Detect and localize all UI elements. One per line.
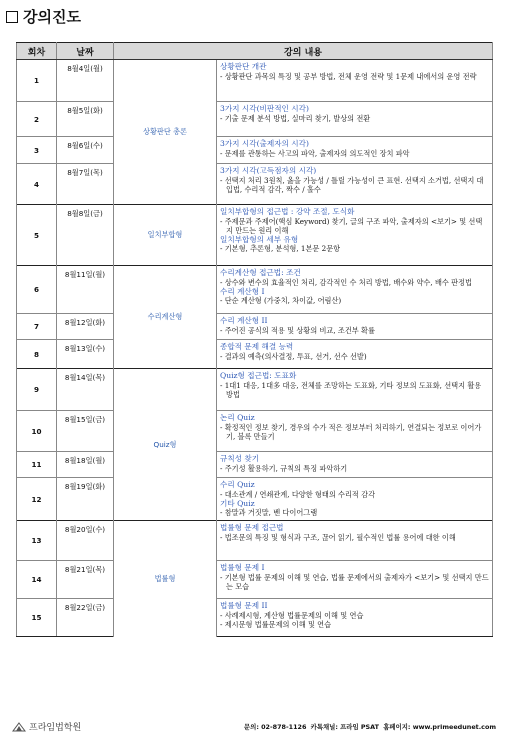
session-number: 13 [17, 521, 57, 561]
unit-name: 상황판단 총론 [114, 60, 217, 205]
lecture-content [217, 599, 493, 637]
footer-info [242, 722, 496, 731]
table-row [17, 411, 493, 452]
lecture-content [217, 340, 493, 369]
lecture-content [217, 137, 493, 164]
session-date: 8월19일(화) [57, 478, 114, 521]
topic-title: 3가지 시각(비판적인 시각) [220, 104, 309, 113]
session-number: 14 [17, 561, 57, 599]
lecture-content [217, 521, 493, 561]
topic-title: 논리 Quiz [220, 413, 255, 422]
session-date: 8월5일(화) [57, 102, 114, 137]
topic-title: Quiz형 접근법: 도표화 [220, 371, 297, 380]
topic-title: 일치부합형의 접근법 : 강약 조절, 도식화 [220, 207, 355, 216]
header-content: 강의 내용 [114, 43, 493, 60]
footer-cafe: 카톡채널: 프라임 PSAT [310, 723, 379, 731]
session-date: 8월4일(월) [57, 60, 114, 102]
lecture-content [217, 478, 493, 521]
table-row [17, 452, 493, 478]
session-number: 8 [17, 340, 57, 369]
topic-title: 기타 Quiz [220, 498, 255, 508]
unit-name: 일치부합형 [114, 205, 217, 266]
header-date: 날짜 [57, 43, 114, 60]
footer-logo-text: 프라임법학원 [29, 723, 82, 733]
session-number: 4 [17, 164, 57, 205]
table-row [17, 137, 493, 164]
topic-detail: - 주기성 활용하기, 규칙의 특징 파악하기 [220, 463, 348, 473]
topic-detail: - 확정적인 정보 찾기, 경우의 수가 적은 정보부터 처리하기, 연결되는 정보로 이어가기, 블록 만들기 [220, 422, 482, 441]
table-row [17, 164, 493, 205]
footer-homepage: 홈페이지: www.primeedunet.com [383, 723, 496, 731]
session-date: 8월18일(월) [57, 452, 114, 478]
topic-title: 규칙성 찾기 [220, 454, 260, 463]
table-row [17, 599, 493, 637]
session-number: 11 [17, 452, 57, 478]
table-row [17, 369, 493, 411]
table-row [17, 478, 493, 521]
table-row [17, 521, 493, 561]
page-title [6, 6, 81, 27]
topic-detail: - 법조문의 특징 및 형식과 구조, 끊어 읽기, 필수적인 법률 용어에 대한 이해 [220, 532, 456, 542]
lecture-content [217, 314, 493, 340]
session-date: 8월7일(목) [57, 164, 114, 205]
lecture-content [217, 266, 493, 314]
session-date: 8월8일(금) [57, 205, 114, 266]
session-date: 8월22일(금) [57, 599, 114, 637]
session-number: 9 [17, 369, 57, 411]
lecture-content [217, 452, 493, 478]
table-row [17, 266, 493, 314]
topic-title: 일치부합형의 세부 유형 [220, 234, 299, 244]
topic-detail: - 기본형 법률 문제의 이해 및 연습, 법률 문제에서의 출제자가 <보기> 및 선택지 만드는 모습 [220, 572, 489, 591]
prime-logo-icon [12, 722, 26, 732]
topic-title: 수리 Quiz [220, 480, 255, 489]
topic-title: 법률형 문제 접근법 [220, 523, 284, 532]
header-no: 회차 [17, 43, 57, 60]
lecture-content [217, 369, 493, 411]
footer-contact: 문의: 02-878-1126 [243, 723, 307, 731]
topic-title: 3가지 시각(고득점자의 시각) [220, 166, 317, 175]
session-date: 8월14일(목) [57, 369, 114, 411]
session-date: 8월13일(수) [57, 340, 114, 369]
session-number: 10 [17, 411, 57, 452]
table-header-row [17, 43, 493, 60]
unit-name: 수리계산형 [114, 266, 217, 369]
session-number: 2 [17, 102, 57, 137]
table-row [17, 561, 493, 599]
topic-detail: - 제시문형 법률문제의 이해 및 연습 [220, 619, 332, 629]
topic-title: 3가지 시각(출제자의 시각) [220, 139, 309, 148]
session-date: 8월15일(금) [57, 411, 114, 452]
footer-logo [12, 720, 81, 733]
lecture-content [217, 205, 493, 266]
topic-detail: - 결과의 예측(의사결정, 투표, 선거, 선수 선발) [220, 351, 367, 361]
session-number: 3 [17, 137, 57, 164]
topic-title: 수리계산형 접근법: 조건 [220, 268, 301, 277]
session-date: 8월11일(월) [57, 266, 114, 314]
table-row [17, 205, 493, 266]
session-date: 8월6일(수) [57, 137, 114, 164]
topic-detail: - 주제문과 주제어(핵심 Keyword) 찾기, 글의 구조 파악, 출제자의 <보기> 및 선택지 만드는 원리 이해 [220, 216, 483, 235]
topic-detail: - 참말과 거짓말, 벤 다이어그램 [220, 508, 318, 517]
topic-detail: - 대소관계 / 연쇄관계, 다양한 형태의 수리적 감각 [220, 489, 376, 499]
topic-detail: - 1대1 대응, 1대多 대응, 전체를 조망하는 도표화, 기타 정보의 도표화, 선택지 활용 방법 [220, 380, 482, 399]
topic-detail: - 상수와 변수의 효율적인 처리, 감각적인 수 처리 방법, 배수와 약수, 배수 판정법 [220, 277, 472, 287]
session-date: 8월12일(화) [57, 314, 114, 340]
lecture-content [217, 102, 493, 137]
unit-name: 법률형 [114, 521, 217, 637]
session-number: 6 [17, 266, 57, 314]
topic-title: 종합적 문제 해결 능력 [220, 342, 294, 351]
table-row [17, 340, 493, 369]
footer [0, 718, 506, 738]
session-number: 5 [17, 205, 57, 266]
topic-detail: - 기본형, 추론형, 분석형, 1본문 2문항 [220, 244, 341, 253]
session-number: 15 [17, 599, 57, 637]
lecture-content [217, 164, 493, 205]
topic-detail: - 사례제시형, 계산형 법률문제의 이해 및 연습 [220, 610, 364, 620]
page-title-text: 강의진도 [23, 8, 81, 26]
session-number: 7 [17, 314, 57, 340]
checkbox-square-icon [6, 11, 18, 23]
session-number: 1 [17, 60, 57, 102]
topic-detail: - 문제를 관통하는 사고의 파악, 출제자의 의도적인 장치 파악 [220, 148, 410, 158]
session-number: 12 [17, 478, 57, 521]
schedule-table [16, 42, 493, 637]
topic-detail: - 선택지 처리 3원칙, 옳을 가능성 / 틀릴 가능성이 큰 표현. 선택지 소거법, 선택지 대입법, 수리적 감각, 짝수 / 홀수 [220, 175, 484, 194]
topic-detail: - 기출 문제 분석 방법, 실마리 찾기, 발상의 전환 [220, 113, 371, 123]
table-row [17, 102, 493, 137]
unit-name: Quiz형 [114, 369, 217, 521]
topic-title: 수리 계산형 I [220, 286, 265, 296]
topic-title: 법률형 문제 I [220, 563, 265, 572]
lecture-content [217, 561, 493, 599]
table-row [17, 314, 493, 340]
topic-title: 법률형 문제 II [220, 601, 268, 610]
topic-detail: - 상황판단 과목의 특징 및 공부 방법, 전체 운영 전략 및 1문제 내에서의 운영 전략 [220, 71, 477, 81]
session-date: 8월20일(수) [57, 521, 114, 561]
table-row [17, 60, 493, 102]
topic-title: 수리 계산형 II [220, 316, 268, 325]
lecture-content [217, 411, 493, 452]
topic-detail: - 단순 계산형 (가중치, 차이값, 어림산) [220, 296, 342, 305]
topic-detail: - 주어진 공식의 적용 및 상황의 비교, 조건부 확률 [220, 325, 375, 335]
topic-title: 상황판단 개관 [220, 62, 267, 71]
session-date: 8월21일(목) [57, 561, 114, 599]
lecture-content [217, 60, 493, 102]
